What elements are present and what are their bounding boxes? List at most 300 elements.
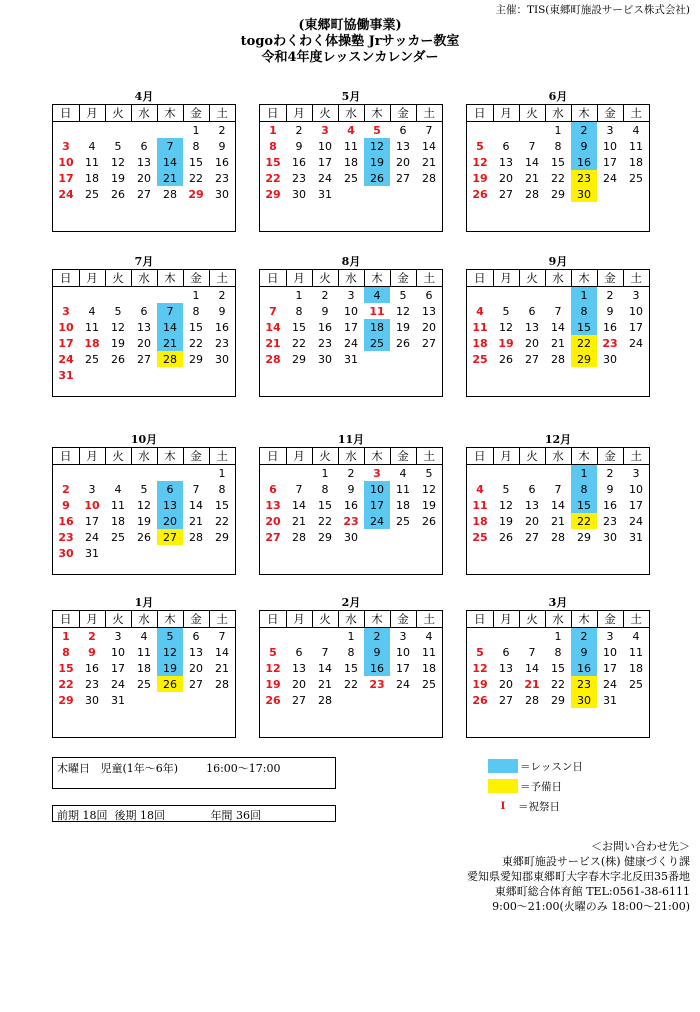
month-calendar (259, 433, 443, 575)
schedule-box (52, 757, 336, 789)
month-label: 11月 (337, 433, 365, 446)
day-cell: 22 (551, 171, 565, 185)
day-cell: 30 (571, 186, 597, 202)
day-cell: 2 (347, 466, 355, 480)
day-cell: 6 (140, 304, 148, 318)
day-cell: 27 (189, 677, 203, 691)
day-cell: 4 (88, 139, 96, 153)
day-cell: 24 (364, 513, 390, 529)
day-cell: 13 (525, 320, 539, 334)
weekday-header: 金 (183, 448, 209, 465)
count-first-half: 前期 18回 (57, 809, 108, 822)
month-label: 8月 (341, 255, 361, 268)
day-cell: 21 (157, 170, 183, 186)
day-cell: 17 (58, 171, 74, 185)
weekday-header: 木 (364, 611, 390, 628)
weekday-header: 日 (467, 270, 493, 287)
title-line-1: (東郷町協働事業) (298, 18, 402, 33)
day-cell: 22 (318, 514, 332, 528)
week-row (260, 138, 442, 154)
day-cell: 14 (318, 661, 332, 675)
day-cell: 22 (189, 171, 203, 185)
day-cell: 2 (88, 629, 96, 643)
day-cell: 29 (571, 351, 597, 367)
day-cell: 2 (606, 466, 614, 480)
weekday-header: 日 (467, 105, 493, 122)
day-cell: 21 (551, 514, 565, 528)
weekday-header: 水 (131, 448, 157, 465)
day-cell: 19 (265, 677, 281, 691)
day-cell: 7 (192, 482, 200, 496)
day-cell: 13 (396, 139, 410, 153)
empty-cell (312, 628, 338, 645)
weekday-header: 日 (53, 105, 79, 122)
day-cell: 16 (58, 514, 74, 528)
day-cell: 16 (85, 661, 99, 675)
empty-cell (157, 545, 183, 561)
day-cell: 3 (62, 139, 70, 153)
empty-cell (519, 465, 545, 482)
day-cell: 3 (114, 629, 122, 643)
weekday-header: 金 (183, 611, 209, 628)
legend-reserve-label: ＝予備日 (520, 780, 562, 793)
week-row (467, 529, 649, 545)
day-cell: 19 (396, 320, 410, 334)
day-cell: 12 (111, 155, 125, 169)
month-label: 3月 (548, 596, 568, 609)
week-row (53, 170, 235, 186)
month-label: 6月 (548, 90, 568, 103)
day-cell: 20 (525, 514, 539, 528)
day-cell: 9 (88, 645, 96, 659)
weekday-header: 月 (493, 611, 519, 628)
page-title-block (0, 18, 700, 66)
weekday-header: 木 (157, 270, 183, 287)
day-cell: 31 (85, 546, 99, 560)
weekday-header: 金 (597, 270, 623, 287)
day-cell: 8 (571, 303, 597, 319)
day-cell: 1 (321, 466, 329, 480)
day-cell: 9 (571, 138, 597, 154)
day-cell: 30 (603, 352, 617, 366)
day-cell: 20 (137, 336, 151, 350)
day-cell: 10 (629, 304, 643, 318)
weekday-header: 火 (312, 611, 338, 628)
day-cell: 26 (472, 693, 488, 707)
day-cell: 3 (88, 482, 96, 496)
day-cell: 1 (571, 465, 597, 482)
day-cell: 16 (603, 498, 617, 512)
empty-cell (545, 287, 571, 304)
empty-cell (260, 465, 286, 482)
day-cell: 25 (629, 171, 643, 185)
month-box (52, 104, 236, 232)
day-cell: 28 (551, 530, 565, 544)
day-cell: 22 (215, 514, 229, 528)
day-cell: 13 (137, 320, 151, 334)
day-cell: 8 (192, 304, 200, 318)
day-cell: 13 (137, 155, 151, 169)
day-cell: 25 (472, 352, 488, 366)
day-cell: 11 (396, 482, 410, 496)
empty-cell (338, 692, 364, 708)
weekday-header: 水 (338, 611, 364, 628)
week-row (53, 138, 235, 154)
day-cell: 17 (629, 498, 643, 512)
day-cell: 7 (425, 123, 433, 137)
week-row (467, 481, 649, 497)
day-cell: 12 (472, 155, 488, 169)
weekday-header: 金 (183, 270, 209, 287)
empty-cell (183, 367, 209, 383)
day-cell: 7 (295, 482, 303, 496)
day-cell: 18 (472, 336, 488, 350)
day-cell: 14 (525, 155, 539, 169)
day-cell: 13 (499, 661, 513, 675)
day-cell: 19 (472, 677, 488, 691)
legend-lesson (488, 758, 583, 774)
weekday-header: 日 (260, 448, 286, 465)
reserve-swatch (488, 779, 518, 793)
day-cell: 14 (157, 154, 183, 170)
sponsor-text: 主催：TIS(東郷町施設サービス株式会社) (495, 4, 690, 16)
day-cell: 29 (551, 693, 565, 707)
week-row (260, 287, 442, 304)
day-cell: 20 (499, 677, 513, 691)
day-cell: 14 (157, 319, 183, 335)
day-cell: 19 (498, 336, 514, 350)
day-cell: 30 (85, 693, 99, 707)
day-cell: 5 (157, 628, 183, 645)
day-cell: 28 (157, 351, 183, 367)
empty-cell (131, 367, 157, 383)
contact-hours: 9:00～21:00(火曜のみ 18:00～21:00) (492, 900, 690, 913)
day-cell: 20 (265, 514, 281, 528)
day-cell: 13 (292, 661, 306, 675)
weekday-header: 金 (390, 448, 416, 465)
day-cell: 3 (632, 466, 640, 480)
weekday-header: 木 (571, 611, 597, 628)
day-cell: 22 (571, 513, 597, 529)
day-cell: 5 (114, 139, 122, 153)
weekday-header: 日 (260, 611, 286, 628)
day-cell: 2 (62, 482, 70, 496)
day-cell: 24 (603, 677, 617, 691)
empty-cell (416, 529, 442, 545)
day-cell: 16 (571, 154, 597, 170)
weekday-header: 日 (260, 270, 286, 287)
day-cell: 28 (318, 693, 332, 707)
month-label: 7月 (134, 255, 154, 268)
week-row (467, 122, 649, 139)
week-row (467, 628, 649, 645)
day-cell: 20 (157, 513, 183, 529)
day-cell: 6 (399, 123, 407, 137)
weekday-header: 月 (286, 105, 312, 122)
empty-cell (286, 628, 312, 645)
empty-cell (131, 122, 157, 139)
day-cell: 19 (111, 171, 125, 185)
empty-cell (105, 287, 131, 304)
day-cell: 15 (318, 498, 332, 512)
day-cell: 25 (344, 171, 358, 185)
day-cell: 1 (295, 288, 303, 302)
day-cell: 26 (499, 352, 513, 366)
day-cell: 12 (137, 498, 151, 512)
weekday-header: 火 (312, 448, 338, 465)
week-row (260, 154, 442, 170)
schedule-day: 木曜日 (57, 762, 90, 775)
day-cell: 30 (603, 530, 617, 544)
day-cell: 23 (58, 530, 74, 544)
day-cell: 21 (265, 336, 281, 350)
month-table (53, 448, 235, 561)
week-row (467, 335, 649, 351)
day-cell: 23 (369, 677, 385, 691)
day-cell: 23 (571, 170, 597, 186)
week-row (260, 465, 442, 482)
day-cell: 9 (571, 644, 597, 660)
day-cell: 10 (84, 498, 100, 512)
empty-cell (260, 628, 286, 645)
day-cell: 18 (422, 661, 436, 675)
day-cell: 16 (344, 498, 358, 512)
day-cell: 2 (218, 288, 226, 302)
weekday-header: 水 (338, 270, 364, 287)
empty-cell (183, 692, 209, 708)
legend-holiday (488, 798, 583, 814)
day-cell: 27 (499, 187, 513, 201)
weekday-header: 木 (157, 105, 183, 122)
week-row (467, 287, 649, 304)
day-cell: 31 (318, 187, 332, 201)
empty-cell (519, 628, 545, 645)
day-cell: 12 (472, 661, 488, 675)
day-cell: 28 (525, 187, 539, 201)
weekday-header: 水 (338, 448, 364, 465)
day-cell: 20 (189, 661, 203, 675)
week-row (53, 513, 235, 529)
month-label: 5月 (341, 90, 361, 103)
month-table (53, 611, 235, 708)
empty-cell (79, 465, 105, 482)
day-cell: 11 (344, 139, 358, 153)
day-cell: 19 (499, 514, 513, 528)
day-cell: 23 (215, 336, 229, 350)
weekday-header: 月 (493, 448, 519, 465)
weekday-header: 土 (623, 105, 649, 122)
week-row (53, 545, 235, 561)
week-row (260, 644, 442, 660)
day-cell: 4 (425, 629, 433, 643)
day-cell: 28 (189, 530, 203, 544)
day-cell: 1 (554, 123, 562, 137)
empty-cell (519, 287, 545, 304)
day-cell: 21 (189, 514, 203, 528)
day-cell: 9 (606, 304, 614, 318)
day-cell: 27 (396, 171, 410, 185)
day-cell: 18 (364, 319, 390, 335)
day-cell: 7 (528, 139, 536, 153)
day-cell: 12 (265, 661, 281, 675)
month-calendar (52, 90, 236, 232)
day-cell: 21 (215, 661, 229, 675)
day-cell: 24 (58, 352, 74, 366)
day-cell: 2 (295, 123, 303, 137)
month-box (259, 269, 443, 397)
weekday-header: 土 (416, 270, 442, 287)
day-cell: 17 (318, 155, 332, 169)
day-cell: 28 (163, 187, 177, 201)
week-row (53, 186, 235, 202)
week-row (467, 351, 649, 367)
day-cell: 17 (603, 661, 617, 675)
month-box (259, 104, 443, 232)
day-cell: 12 (422, 482, 436, 496)
day-cell: 25 (85, 352, 99, 366)
day-cell: 30 (292, 187, 306, 201)
day-cell: 1 (269, 123, 277, 137)
month-table (260, 448, 442, 545)
day-cell: 16 (364, 660, 390, 676)
day-cell: 15 (292, 320, 306, 334)
day-cell: 10 (364, 481, 390, 497)
empty-cell (493, 628, 519, 645)
day-cell: 1 (554, 629, 562, 643)
day-cell: 15 (58, 661, 74, 675)
weekday-header: 火 (105, 270, 131, 287)
day-cell: 8 (62, 645, 70, 659)
empty-cell (597, 186, 623, 202)
week-row (467, 186, 649, 202)
day-cell: 25 (422, 677, 436, 691)
day-cell: 3 (399, 629, 407, 643)
day-cell: 11 (111, 498, 125, 512)
empty-cell (53, 287, 79, 304)
day-cell: 3 (321, 123, 329, 137)
day-cell: 21 (551, 336, 565, 350)
day-cell: 24 (629, 514, 643, 528)
weekday-header: 木 (157, 611, 183, 628)
day-cell: 9 (295, 139, 303, 153)
day-cell: 9 (606, 482, 614, 496)
empty-cell (157, 287, 183, 304)
day-cell: 10 (58, 155, 74, 169)
lesson-count-box (52, 805, 336, 822)
empty-cell (209, 692, 235, 708)
day-cell: 16 (215, 320, 229, 334)
day-cell: 21 (157, 335, 183, 351)
day-cell: 27 (525, 530, 539, 544)
contact-heading: ＜お問い合わせ先＞ (591, 840, 690, 853)
contact-info (467, 839, 690, 914)
week-row (260, 497, 442, 513)
day-cell: 12 (499, 498, 513, 512)
weekday-header: 金 (390, 105, 416, 122)
day-cell: 8 (218, 482, 226, 496)
day-cell: 16 (215, 155, 229, 169)
day-cell: 8 (321, 482, 329, 496)
day-cell: 21 (525, 171, 539, 185)
day-cell: 20 (292, 677, 306, 691)
day-cell: 4 (476, 304, 484, 318)
day-cell: 26 (265, 693, 281, 707)
day-cell: 7 (321, 645, 329, 659)
day-cell: 24 (318, 171, 332, 185)
day-cell: 27 (422, 336, 436, 350)
day-cell: 27 (157, 529, 183, 545)
week-row (467, 138, 649, 154)
empty-cell (183, 465, 209, 482)
day-cell: 11 (422, 645, 436, 659)
day-cell: 29 (318, 530, 332, 544)
week-row (467, 319, 649, 335)
day-cell: 20 (499, 171, 513, 185)
day-cell: 23 (318, 336, 332, 350)
day-cell: 30 (571, 692, 597, 708)
day-cell: 7 (218, 629, 226, 643)
day-cell: 26 (422, 514, 436, 528)
day-cell: 24 (111, 677, 125, 691)
day-cell: 8 (347, 645, 355, 659)
day-cell: 26 (111, 187, 125, 201)
empty-cell (79, 122, 105, 139)
weekday-header: 日 (53, 448, 79, 465)
day-cell: 6 (528, 304, 536, 318)
month-box (466, 269, 650, 397)
day-cell: 9 (62, 498, 70, 512)
day-cell: 9 (218, 139, 226, 153)
day-cell: 30 (58, 546, 74, 560)
day-cell: 29 (265, 187, 281, 201)
day-cell: 9 (321, 304, 329, 318)
week-row (260, 122, 442, 139)
day-cell: 4 (114, 482, 122, 496)
week-row (53, 529, 235, 545)
day-cell: 13 (499, 155, 513, 169)
day-cell: 10 (58, 320, 74, 334)
empty-cell (467, 465, 493, 482)
day-cell: 3 (373, 466, 381, 480)
day-cell: 6 (140, 139, 148, 153)
day-cell: 5 (502, 482, 510, 496)
weekday-header: 水 (545, 448, 571, 465)
weekday-header: 月 (493, 270, 519, 287)
schedule-time: 16:00～17:00 (206, 762, 281, 775)
weekday-header: 水 (545, 105, 571, 122)
day-cell: 23 (292, 171, 306, 185)
weekday-header: 木 (364, 270, 390, 287)
day-cell: 3 (606, 123, 614, 137)
day-cell: 19 (111, 336, 125, 350)
weekday-header: 土 (623, 270, 649, 287)
day-cell: 18 (111, 514, 125, 528)
day-cell: 1 (62, 629, 70, 643)
day-cell: 6 (192, 629, 200, 643)
legend (488, 758, 583, 818)
day-cell: 17 (85, 514, 99, 528)
day-cell: 15 (265, 155, 281, 169)
weekday-header: 水 (131, 105, 157, 122)
day-cell: 25 (111, 530, 125, 544)
week-row (467, 154, 649, 170)
month-box (52, 447, 236, 575)
day-cell: 5 (140, 482, 148, 496)
empty-cell (467, 628, 493, 645)
week-row (260, 529, 442, 545)
day-cell: 23 (343, 514, 359, 528)
day-cell: 17 (629, 320, 643, 334)
